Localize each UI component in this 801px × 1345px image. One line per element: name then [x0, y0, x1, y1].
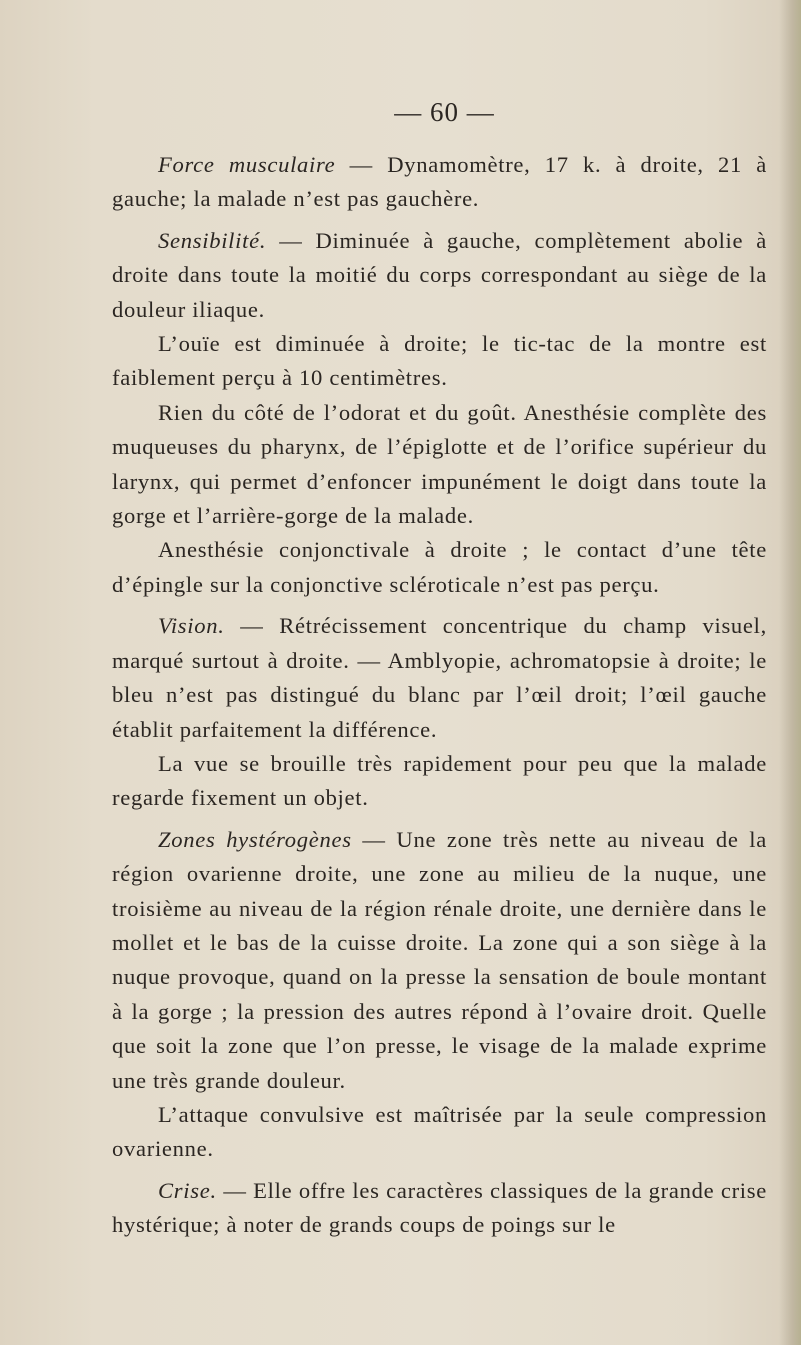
paragraph-text: — Rétrécissement concentrique du champ visuel, marqué surtout à droite. — Amblyopie, achromatopsie à droite; le bleu n’est pas distingué du blanc par l’œil droit; l’œil gauche établit parfaitement la différence. — [112, 613, 767, 742]
paragraph-sensibilite — [112, 224, 767, 327]
paragraph-vue — [112, 747, 767, 816]
paragraph-ouie — [112, 327, 767, 396]
paragraph-text: Anesthésie conjonctivale à droite ; le contact d’une tête d’épingle sur la conjonctive scléroticale n’est pas perçu. — [112, 537, 767, 597]
paragraph-text: — Une zone très nette au niveau de la région ovarienne droite, une zone au milieu de la nuque, une troisième au niveau de la région rénale droite, une dernière dans le mollet et le bas de la cuisse droite. La zone qui a son siège à la nuque provoque, quand on la presse la sensation de boule montant à la gorge ; la pression des autres répond à l’ovaire droit. Quelle que soit la zone que l’on presse, le visage de la malade exprime une très grande douleur. — [112, 826, 767, 1093]
paragraph-text: L’ouïe est diminuée à droite; le tic-tac de la montre est faiblement perçu à 10 centimètres. — [112, 331, 767, 391]
paragraph-text: — Elle offre les caractères classiques de la grande crise hystérique; à noter de grands coups de poings sur le — [112, 1177, 767, 1238]
paragraph-lead: Zones hystérogènes — [158, 826, 352, 852]
paragraph-attaque-convulsive — [112, 1098, 767, 1167]
paragraph-lead: Force musculaire — [158, 152, 336, 177]
page-text-block — [112, 98, 767, 1243]
paragraph-force-musculaire — [112, 148, 767, 217]
paragraph-vision — [112, 609, 767, 747]
page-number: — 60 — — [394, 97, 495, 127]
paragraph-lead: Vision. — [158, 613, 225, 639]
paragraph-zones-hysterogenes — [112, 823, 767, 1098]
paragraph-lead: Sensibilité. — [158, 227, 267, 253]
page-edge-shadow — [779, 0, 801, 1345]
paragraph-text: La vue se brouille très rapidement pour peu que la malade regarde fixement un objet. — [112, 750, 767, 811]
paragraph-lead: Crise. — [158, 1177, 217, 1203]
paragraph-anesthesie-conjonctivale — [112, 533, 767, 602]
paragraph-odorat — [112, 396, 767, 534]
paragraph-text: — Diminuée à gauche, complètement abolie à droite dans toute la moitié du corps correspondant au siège de la douleur iliaque. — [112, 227, 767, 322]
paragraph-text: — Dynamomètre, 17 k. à droite, 21 à gauche; la malade n’est pas gauchère. — [112, 152, 767, 212]
paragraph-text: Rien du côté de l’odorat et du goût. Anesthésie complète des muqueuses du pharynx, de l’épiglotte et de l’orifice supérieur du larynx, qui permet d’enfoncer impunément le doigt dans toute la gorge et l’arrière-gorge de la malade. — [112, 399, 767, 529]
paragraph-crise — [112, 1174, 767, 1243]
paragraph-text: L’attaque convulsive est maîtrisée par la seule compression ovarienne. — [112, 1101, 767, 1162]
